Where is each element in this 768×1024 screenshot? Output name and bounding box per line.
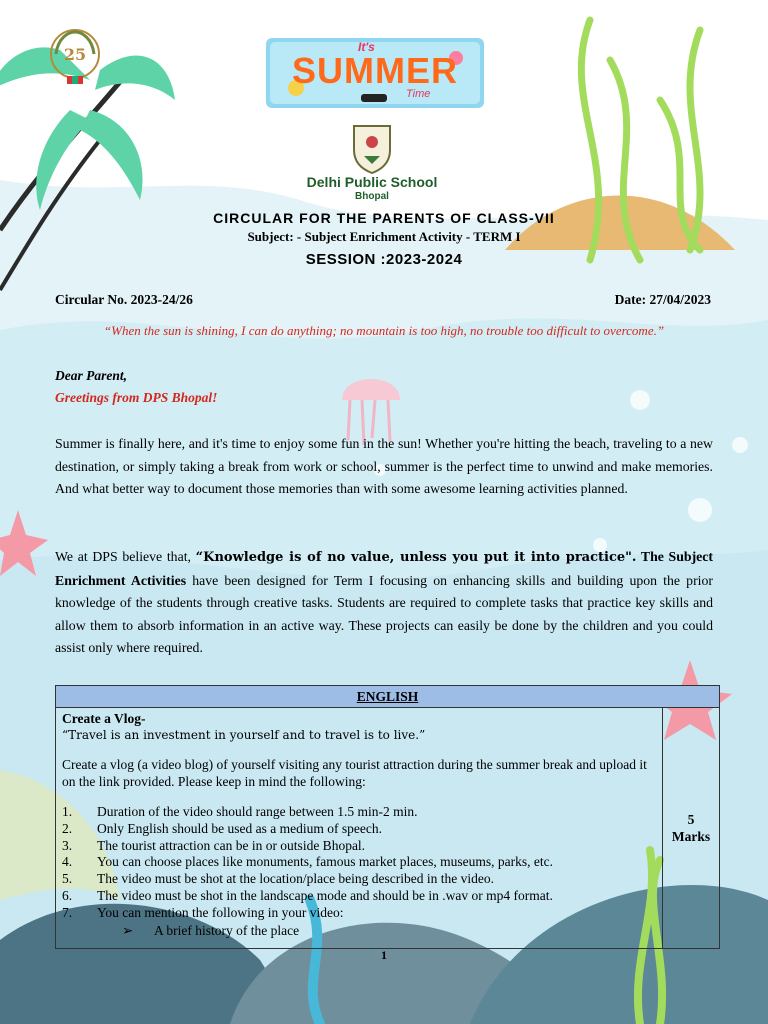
list-item-number: 1. — [62, 804, 73, 819]
arrow-bullet-icon: ➢ — [122, 922, 134, 938]
circular-subject: Subject: - Subject Enrichment Activity - TERM I — [247, 229, 521, 244]
celebration-seal-logo — [44, 26, 106, 88]
list-item-number: 6. — [62, 887, 73, 903]
list-item-text: Only English should be used as a medium of speech. — [97, 820, 382, 836]
list-item-number: 5. — [62, 871, 73, 887]
svg-text:25: 25 — [63, 45, 87, 64]
circular-number: Circular No. 2023-24/26 — [55, 292, 193, 307]
para2-rest: have been designed for Term I focusing on enhancing skills and building upon the prior knowledge of the students through creative tasks. Students are required to complete tasks that practice key skills and allow them to absorb information in an active way. These projects can easily be done by the children and you could assist only where required. — [55, 572, 713, 656]
list-item — [62, 871, 656, 888]
vlog-task-cell — [56, 708, 663, 949]
summer-banner — [266, 38, 484, 108]
para2-motto: “Knowledge is of no value, unless you put it into practice". — [195, 550, 637, 565]
summer-quote: “When the sun is shining, I can do anything; no mountain is too high, no trouble too difficult to overcome.” — [103, 323, 665, 338]
session-label: SESSION :2023-2024 — [305, 251, 463, 268]
intro-paragraph: Summer is finally here, and it's time to enjoy some fun in the sun! Whether you're hitting the beach, traveling to a new destination, or simply taking a break from work or school, summer is the perfect time to unwind and make memories. And what better way to document those memories than with some awesome learning activities planned. — [55, 436, 713, 497]
circular-date: Date: 27/04/2023 — [614, 292, 711, 307]
english-activity-table — [55, 685, 720, 949]
page-number: 1 — [381, 948, 387, 962]
school-city: Bhopal — [355, 191, 389, 202]
list-item — [62, 821, 656, 838]
vlog-task-title: Create a Vlog- — [62, 711, 146, 726]
school-crest-logo — [350, 120, 394, 174]
list-item-text: The video must be shot in the landscape mode and should be in .wav or mp4 format. — [97, 887, 553, 903]
school-name: Delhi Public School — [306, 174, 438, 190]
vlog-task-intro: Create a vlog (a video blog) of yourself visiting any tourist attraction during the summer break and upload it on the link provided. Please keep in mind the following: — [62, 757, 647, 789]
marks-cell — [663, 708, 720, 949]
list-item-text: The tourist attraction can be in or outside Bhopal. — [97, 837, 366, 853]
para2-bold: The Subject Enrichment Activities — [55, 549, 714, 588]
list-item-text: You can choose places like monuments, famous market places, museums, parks, etc. — [97, 854, 554, 870]
list-item — [62, 905, 656, 922]
list-item — [62, 804, 656, 821]
english-heading: ENGLISH — [56, 686, 720, 708]
vlog-rules-list — [62, 804, 656, 922]
list-item-number: 7. — [62, 904, 73, 920]
list-item-text: Duration of the video should range between 1.5 min-2 min. — [97, 804, 418, 819]
banner-title: SUMMER — [292, 50, 458, 91]
circular-title: CIRCULAR FOR THE PARENTS OF CLASS-VII — [213, 210, 555, 226]
vlog-task-quote: “Travel is an investment in yourself and to travel is to live.” — [62, 728, 426, 742]
list-item-text: You can mention the following in your video: — [97, 904, 344, 920]
para2-lead: We at DPS believe that, — [55, 549, 196, 564]
list-item-number: 4. — [62, 854, 73, 870]
list-item — [62, 888, 656, 905]
list-item-number: 3. — [62, 837, 73, 853]
sub-list-item-text: A brief history of the place — [154, 922, 300, 938]
sub-list-item — [122, 922, 656, 939]
list-item — [62, 854, 656, 871]
list-item — [62, 838, 656, 855]
marks-label: Marks — [671, 828, 711, 844]
salutation: Dear Parent, — [55, 368, 127, 383]
banner-small-text: It's — [358, 40, 375, 54]
marks-value: 5 — [687, 811, 695, 827]
banner-script: Time — [406, 88, 431, 100]
list-item-text: The video must be shot at the location/place being described in the video. — [97, 871, 495, 887]
enrichment-paragraph — [55, 546, 713, 660]
greeting: Greetings from DPS Bhopal! — [55, 390, 218, 405]
list-item-number: 2. — [62, 820, 73, 836]
